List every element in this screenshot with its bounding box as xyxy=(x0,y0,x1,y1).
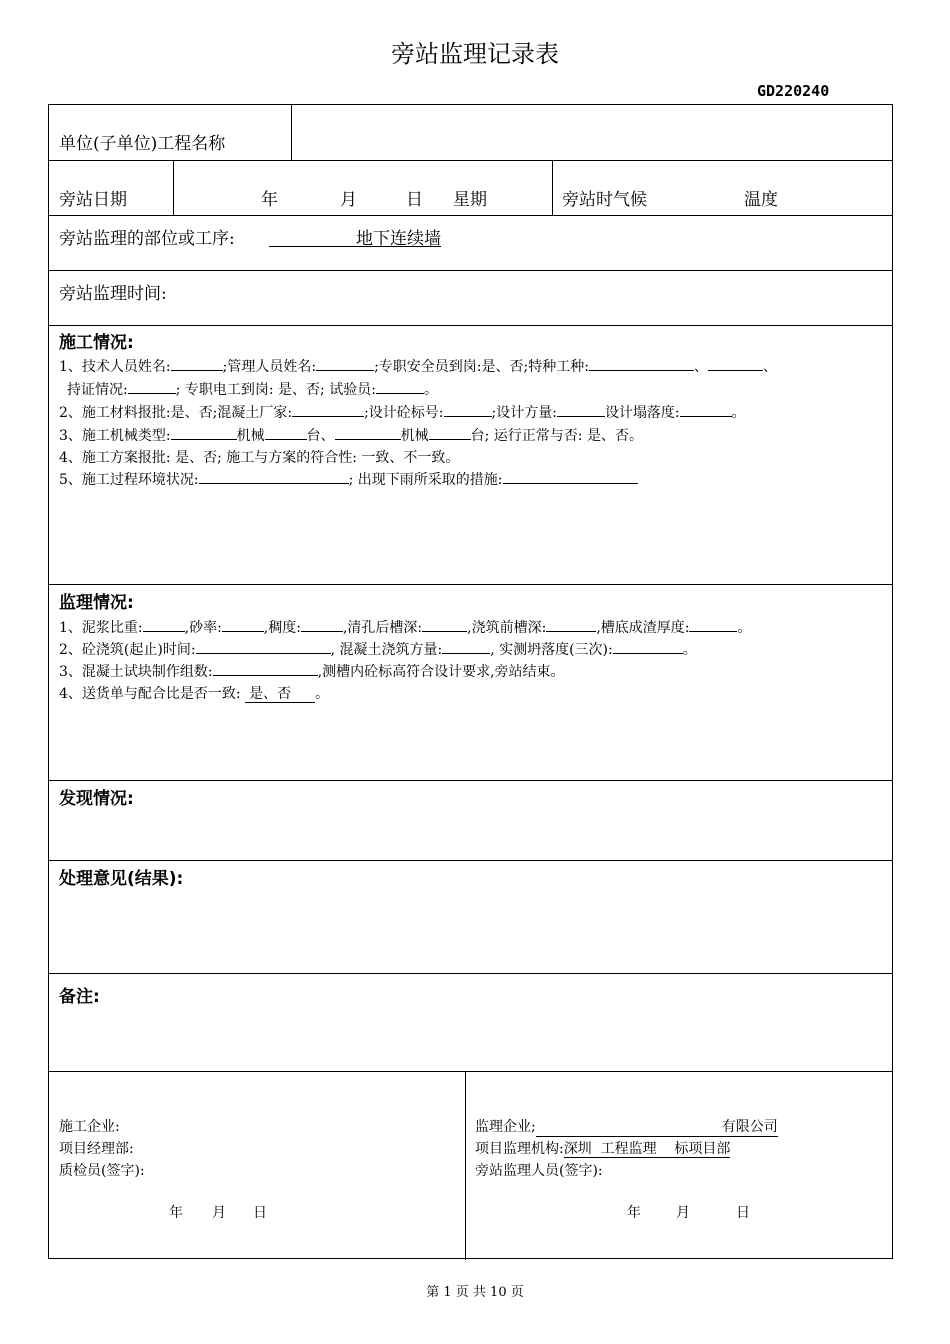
construction-line-4: 3、施工机械类型: 机械 台、 机械 台; 运行正常与否: 是、否。 xyxy=(59,428,643,444)
supervisor-person-label: 旁站监理人员(签字): xyxy=(475,1163,603,1179)
year-label: 年 xyxy=(261,190,278,210)
machine-count-blank[interactable] xyxy=(265,426,307,440)
page-footer: 第 1 页 共 10 页 xyxy=(426,1285,524,1300)
remarks-heading: 备注: xyxy=(59,987,100,1007)
col-divider xyxy=(173,160,174,215)
row-divider xyxy=(49,160,892,161)
pour-time-blank[interactable] xyxy=(196,640,331,654)
construction-line-1: 1、技术人员姓名: ;管理人员姓名: ;专职安全员到岗:是、否;特种工种: 、 、 xyxy=(59,359,777,375)
row-divider xyxy=(49,584,892,585)
right-month: 月 xyxy=(676,1205,690,1221)
row-divider xyxy=(49,325,892,326)
measured-slump-blank[interactable] xyxy=(613,640,683,654)
left-year: 年 xyxy=(169,1205,183,1221)
row-divider xyxy=(49,215,892,216)
viscosity-blank[interactable] xyxy=(301,618,343,632)
right-day: 日 xyxy=(736,1205,750,1221)
construction-line-3: 2、施工材料报批:是、否;混凝土厂家: ;设计砼标号: ;设计方量: 设计塌落度: 。 xyxy=(59,405,746,421)
weekday-label: 星期 xyxy=(453,190,487,210)
project-name-field[interactable] xyxy=(293,107,891,158)
project-dept-label: 项目经理部: xyxy=(59,1141,134,1157)
col-divider xyxy=(291,105,292,160)
left-day: 日 xyxy=(253,1205,267,1221)
right-year: 年 xyxy=(627,1205,641,1221)
construction-line-2: 持证情况: ; 专职电工到岗: 是、否; 试验员: 。 xyxy=(67,382,438,398)
inspector-label: 质检员(签字): xyxy=(59,1163,145,1179)
temperature-label: 温度 xyxy=(744,190,778,210)
contractor-label: 施工企业: xyxy=(59,1119,120,1135)
opinion-heading: 处理意见(结果): xyxy=(59,869,184,889)
tester-blank[interactable] xyxy=(376,380,424,394)
concrete-vendor-blank[interactable] xyxy=(292,403,364,417)
trench-depth-after-blank[interactable] xyxy=(422,618,467,632)
supervision-org-value[interactable]: 深圳 工程监理 标项目部 xyxy=(563,1141,731,1157)
concrete-grade-blank[interactable] xyxy=(444,403,492,417)
certificate-blank[interactable] xyxy=(128,380,176,394)
sand-ratio-blank[interactable] xyxy=(222,618,264,632)
date-label: 旁站日期 xyxy=(59,190,127,210)
supervision-line-1: 1、泥浆比重: ,砂率: ,稠度: ,清孔后槽深: ,浇筑前槽深: ,槽底成渣厚度: 。 xyxy=(59,620,752,636)
machine-type-blank-2[interactable] xyxy=(335,426,401,440)
supervision-time-label: 旁站监理时间: xyxy=(59,284,167,304)
form-code: GD220240 xyxy=(757,82,830,100)
row-divider xyxy=(49,973,892,974)
supervision-line-2: 2、砼浇筑(起止)时间: , 混凝土浇筑方量: , 实测坍落度(三次): 。 xyxy=(59,642,697,658)
test-block-count-blank[interactable] xyxy=(213,662,318,676)
supervision-line-3: 3、混凝土试块制作组数: ,测槽内砼标高符合设计要求,旁站结束。 xyxy=(59,664,565,680)
consistency-value[interactable]: 是、否 xyxy=(245,686,315,703)
sediment-thickness-blank[interactable] xyxy=(689,618,737,632)
machine-type-blank[interactable] xyxy=(171,426,237,440)
design-slump-blank[interactable] xyxy=(680,403,732,417)
construction-line-6: 5、施工过程环境状况: ; 出现下雨所采取的措施: xyxy=(59,469,638,489)
trench-depth-before-blank[interactable] xyxy=(546,618,596,632)
row-divider xyxy=(49,270,892,271)
project-name-label: 单位(子单位)工程名称 xyxy=(59,134,226,154)
slurry-density-blank[interactable] xyxy=(143,618,185,632)
tech-staff-blank[interactable] xyxy=(171,357,223,371)
supervision-line-4: 4、送货单与配合比是否一致: 是、否 。 xyxy=(59,686,330,702)
row-divider xyxy=(49,1071,892,1072)
supervisor-company-line: 监理企业; 有限公司 xyxy=(475,1116,778,1137)
col-divider xyxy=(465,1071,466,1260)
special-work-blank-2[interactable] xyxy=(708,357,763,371)
machine-count-blank-2[interactable] xyxy=(429,426,471,440)
supervisor-company-value[interactable]: 有限公司 xyxy=(536,1116,778,1137)
pour-volume-blank[interactable] xyxy=(442,640,490,654)
col-divider xyxy=(552,160,553,215)
part-process-value[interactable]: 地下连续墙 xyxy=(269,224,441,247)
row-divider xyxy=(49,780,892,781)
weather-label: 旁站时气候 xyxy=(562,190,647,210)
month-label: 月 xyxy=(340,190,357,210)
supervision-heading: 监理情况: xyxy=(59,593,134,613)
manager-blank[interactable] xyxy=(316,357,374,371)
rain-measures-blank[interactable] xyxy=(503,470,638,484)
findings-heading: 发现情况: xyxy=(59,789,134,809)
environment-blank[interactable] xyxy=(199,470,349,484)
record-form xyxy=(48,104,893,1259)
row-divider xyxy=(49,860,892,861)
page-title: 旁站监理记录表 xyxy=(391,40,559,68)
construction-heading: 施工情况: xyxy=(59,333,134,353)
day-label: 日 xyxy=(406,190,423,210)
design-volume-blank[interactable] xyxy=(557,403,605,417)
construction-line-5: 4、施工方案报批: 是、否; 施工与方案的符合性: 一致、不一致。 xyxy=(59,450,460,466)
part-process-label: 旁站监理的部位或工序: xyxy=(59,229,235,249)
special-work-blank[interactable] xyxy=(589,357,694,371)
left-month: 月 xyxy=(212,1205,226,1221)
supervision-org-line: 项目监理机构:深圳 工程监理 标项目部 xyxy=(475,1141,731,1157)
